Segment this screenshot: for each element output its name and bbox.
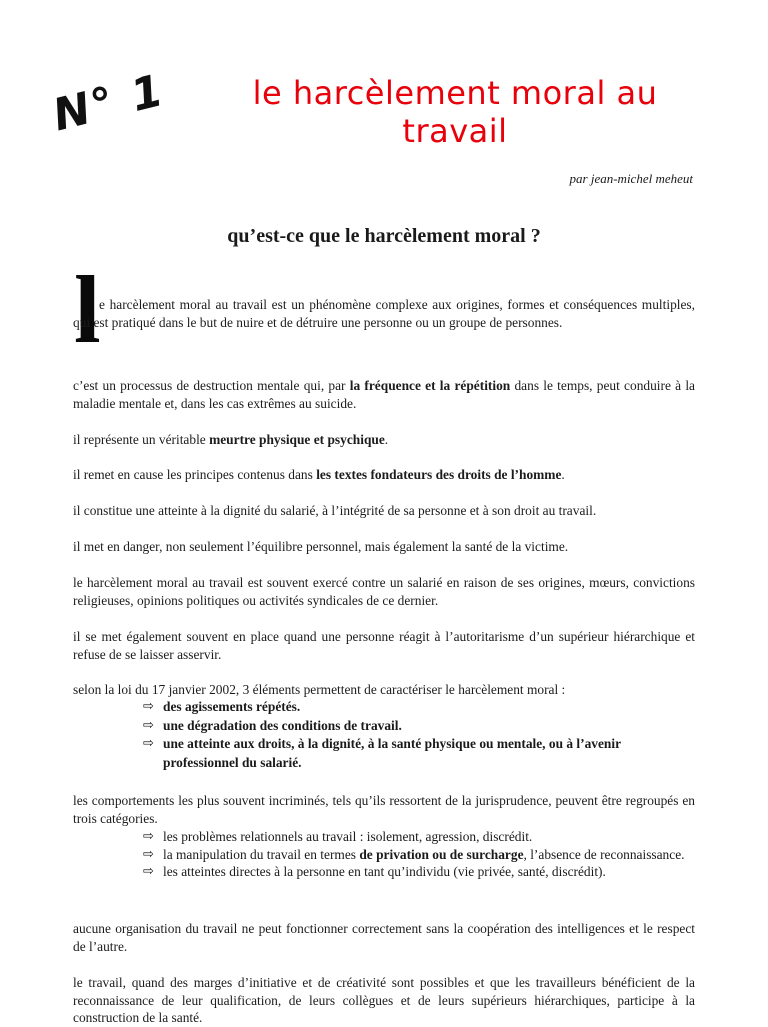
text-run: . [561, 467, 565, 482]
arrow-icon: ⇨ [143, 829, 154, 844]
paragraph-health: le travail, quand des marges d’initiative et de créativité sont possibles et que les travailleurs bénéficient de la reconnaissance de leur qualification, de leurs collègues et de leurs supérieurs hiérarchiques, participe à la construction de la santé. [73, 975, 695, 1025]
paragraph-authoritarianism: il se met également souvent en place quand une personne réagit à l’autoritarisme d’un supérieur hiérarchique et refuse de se laisser asservir. [73, 629, 695, 662]
behaviors-list [143, 828, 695, 881]
list-item [143, 863, 695, 881]
list-item-text [163, 846, 695, 864]
text-run: la manipulation du travail en termes [163, 846, 360, 862]
section-heading: qu’est-ce que le harcèlement moral ? [227, 225, 541, 247]
list-item-text: les problèmes relationnels au travail : isolement, agression, discrédit. [163, 829, 533, 844]
drop-cap: l [74, 256, 101, 363]
issue-number-badge: N° 1 [48, 64, 170, 142]
text-run: , l’absence de reconnaissance. [523, 846, 685, 862]
paragraph-law: selon la loi du 17 janvier 2002, 3 éléments permettent de caractériser le harcèlement moral : [73, 682, 566, 697]
list-item-text: les atteintes directes à la personne en tant qu’individu (vie privée, santé, discrédit). [163, 864, 606, 879]
paragraph-behaviors: les comportements les plus souvent incriminés, tels qu’ils ressortent de la jurisprudence, peuvent être regroupés en trois catégories. [73, 793, 695, 826]
bold-run: de privation ou de surcharge [359, 846, 524, 862]
arrow-icon: ⇨ [143, 699, 154, 714]
page-title: le harcèlement moral au travail [252, 74, 658, 150]
list-item-text: une atteinte aux droits, à la dignité, à la santé physique ou mentale, ou à l’avenir professionnel du salarié. [163, 736, 621, 770]
list-item [143, 717, 695, 736]
arrow-icon: ⇨ [143, 846, 154, 862]
text-run: dans le temps, peut conduire à la maladie mentale et, dans les cas extrêmes au suicide. [73, 378, 695, 411]
list-item [143, 698, 695, 717]
paragraph-dignity: il constitue une atteinte à la dignité du salarié, à l’intégrité de sa personne et à son droit au travail. [73, 503, 597, 518]
text-run: il remet en cause les principes contenus dans [73, 467, 317, 482]
paragraph-process [73, 377, 695, 412]
bold-run: les textes fondateurs des droits de l’homme [316, 467, 562, 482]
bold-run: meurtre physique et psychique [209, 432, 385, 447]
arrow-icon: ⇨ [143, 717, 154, 733]
paragraph-rights [73, 466, 695, 484]
bold-run: la fréquence et la répétition [349, 378, 511, 393]
arrow-icon: ⇨ [143, 736, 154, 751]
list-item [143, 846, 695, 864]
law-elements-list [143, 698, 695, 772]
paragraph-murder [73, 431, 695, 449]
list-item [143, 828, 695, 846]
paragraph-organization: aucune organisation du travail ne peut fonctionner correctement sans la coopération des intelligences et le respect de l’autre. [73, 921, 695, 954]
intro-text: e harcèlement moral au travail est un phénomène complexe aux origines, formes et conséquences multiples, qui est pratiqué dans le but de nuire et de détruire une personne ou un groupe de personnes. [73, 297, 695, 330]
text-run: c’est un processus de destruction mentale qui, par [73, 378, 350, 393]
arrow-icon: ⇨ [143, 864, 154, 879]
paragraph-danger: il met en danger, non seulement l’équilibre personnel, mais également la santé de la victime. [73, 539, 569, 554]
list-item [143, 735, 695, 772]
list-item-text: des agissements répétés. [163, 699, 301, 714]
text-run: . [384, 432, 389, 447]
text-run: il représente un véritable [73, 432, 210, 447]
author-byline: par jean-michel meheut [569, 171, 693, 186]
paragraph-origins: le harcèlement moral au travail est souvent exercé contre un salarié en raison de ses origines, mœurs, convictions religieuses, opinions politiques ou activités syndicales de ce dernier. [73, 575, 695, 608]
list-item-text: une dégradation des conditions de travail. [163, 717, 402, 733]
intro-paragraph [73, 296, 695, 331]
